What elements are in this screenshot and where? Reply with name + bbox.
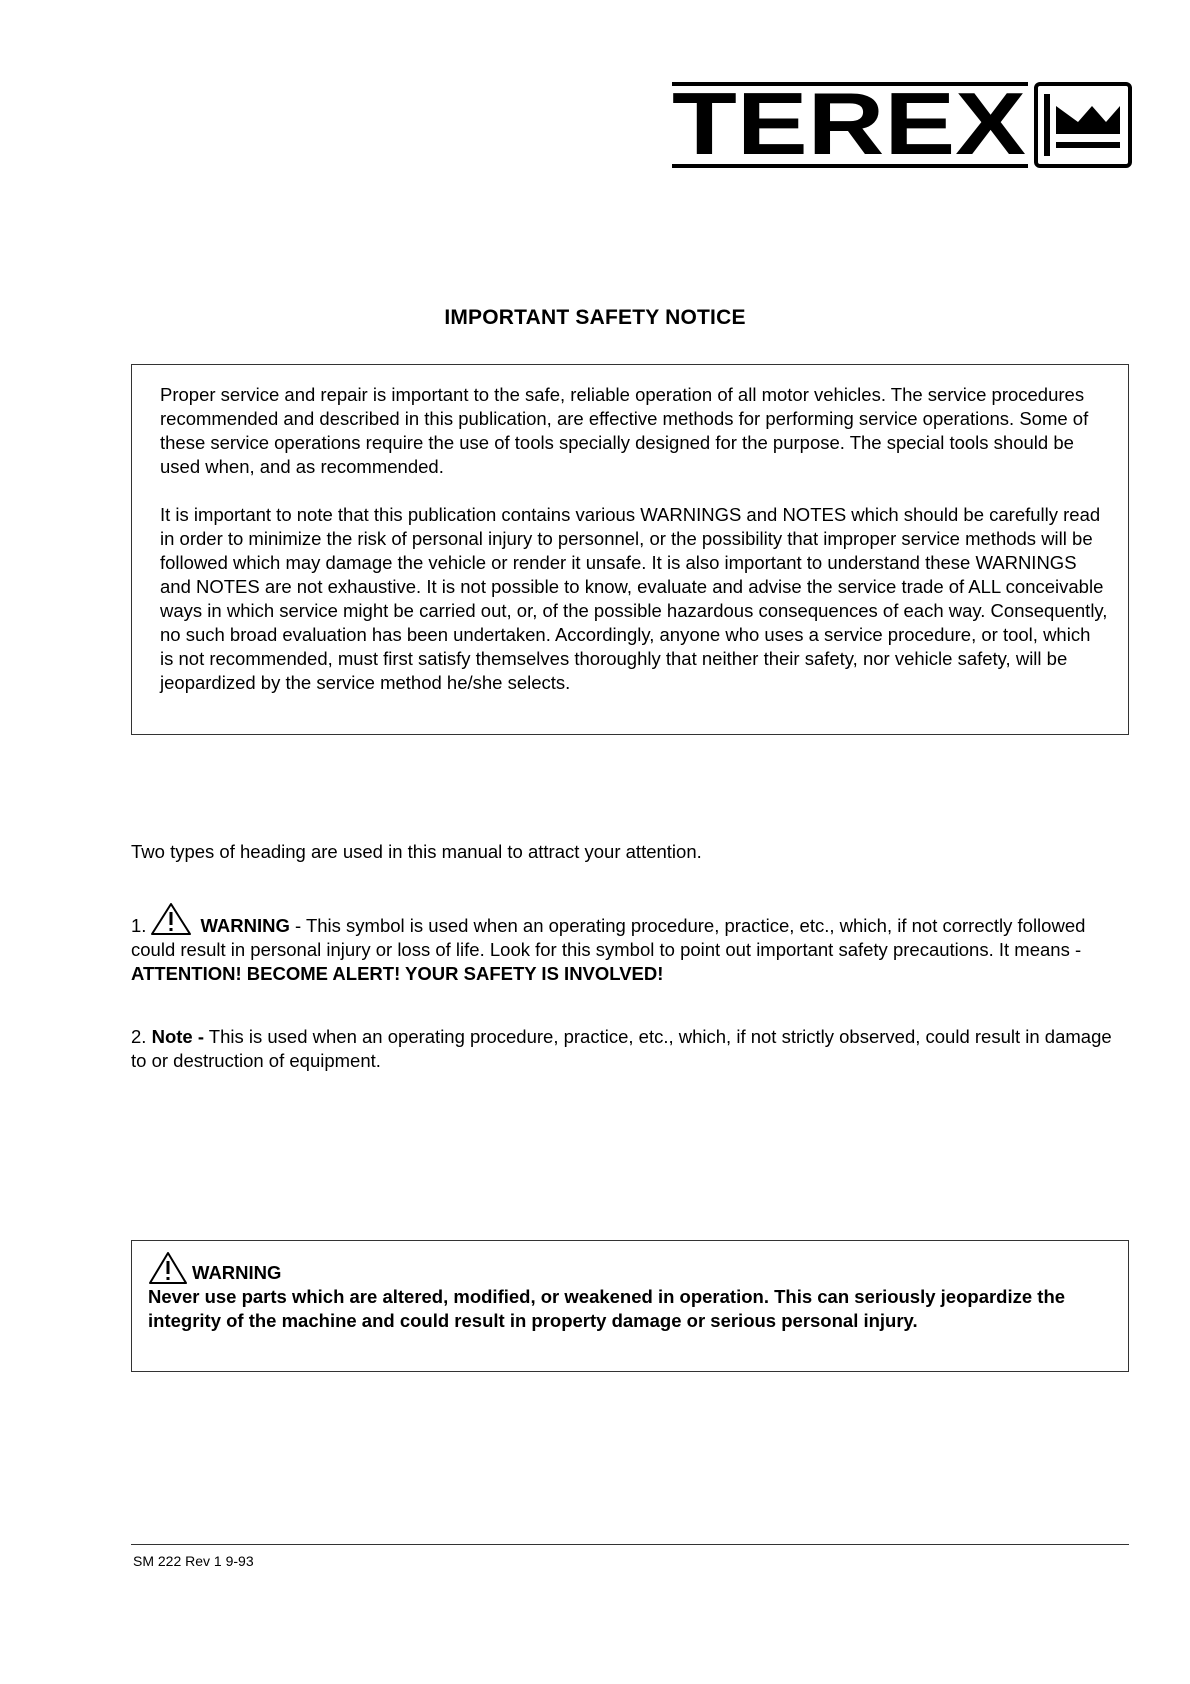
footer-divider (131, 1544, 1129, 1545)
warning-label: WARNING (200, 915, 290, 936)
note-heading-item (131, 1025, 1121, 1073)
warning-emphasis: ATTENTION! BECOME ALERT! YOUR SAFETY IS INVOLVED! (131, 963, 664, 984)
intro-text: Two types of heading are used in this manual to attract your attention. (131, 841, 702, 862)
notice-paragraph-2: It is important to note that this publication contains various WARNINGS and NOTES which should be carefully read in order to minimize the risk of personal injury to personnel, or the possibility that improper service methods will be followed which may damage the vehicle or render it unsafe. It is also important to understand these WARNINGS and NOTES are not exhaustive. It is not possible to know, evaluate and advise the service trade of ALL conceivable ways in which service might be carried out, or, of the possible hazardous consequences of each way. Consequently, no such broad evaluation has been undertaken. Accordingly, anyone who uses a service procedure, or tool, which is not recommended, must first satisfy themselves thoroughly that neither their safety, nor vehicle safety, will be jeopardized by the service method he/she selects. (160, 504, 1108, 693)
warning-triangle-icon (150, 902, 192, 936)
warning-box-heading (148, 1251, 1112, 1285)
page-title: IMPORTANT SAFETY NOTICE (444, 306, 746, 329)
warning-heading-item (131, 902, 1121, 986)
warning-triangle-icon (148, 1251, 188, 1285)
terex-logo (672, 82, 1132, 170)
document-reference: SM 222 Rev 1 9-93 (133, 1553, 254, 1569)
terex-crown-logo-icon (1036, 84, 1130, 166)
note-description: This is used when an operating procedure, practice, etc., which, if not strictly observed, could result in damage to or destruction of equipment. (131, 1026, 1112, 1071)
note-label: Note - (151, 1026, 204, 1047)
warning-box (131, 1240, 1129, 1372)
item-number: 1. (131, 915, 147, 936)
warning-box-body: Never use parts which are altered, modified, or weakened in operation. This can seriously jeopardize the integrity of the machine and could result in property damage or serious personal injury. (148, 1286, 1066, 1331)
warning-box-title: WARNING (192, 1262, 282, 1283)
notice-paragraph-1: Proper service and repair is important to the safe, reliable operation of all motor vehicles. The service procedures recommended and described in this publication, are effective methods for performing service operations. Some of these service operations require the use of tools specially designed for the purpose. The special tools should be used when, and as recommended. (160, 384, 1089, 477)
warning-description: - This symbol is used when an operating procedure, practice, etc., which, if not correctly followed could result in personal injury or loss of life. Look for this symbol to point out important safety precautions. It means - (131, 915, 1086, 960)
safety-notice-box (131, 364, 1129, 735)
logo-wordmark: TEREX (672, 82, 1026, 170)
item-number: 2. (131, 1026, 147, 1047)
